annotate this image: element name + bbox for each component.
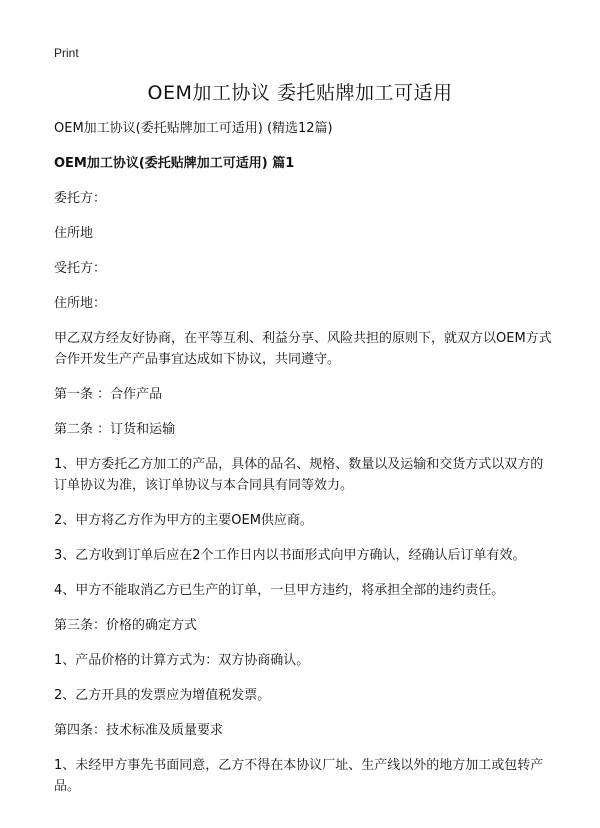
print-link[interactable]: Print <box>54 46 79 60</box>
paragraph: 住所地 <box>54 226 94 241</box>
document-body <box>54 118 554 811</box>
paragraph: 第一条 ：合作产品 <box>54 387 163 402</box>
paragraph: 第三条：价格的确定方式 <box>54 618 198 633</box>
paragraph: 1、产品价格的计算方式为：双方协商确认。 <box>54 653 310 668</box>
paragraph: 2、甲方将乙方作为甲方的主要OEM供应商。 <box>54 513 313 528</box>
paragraph: 1、甲方委托乙方加工的产品，具体的品名、规格、数量以及运输和交货方式以双方的订单协议为准，该订单协议与本合同具有同等效力。 <box>54 457 544 493</box>
paragraph: 受托方： <box>54 261 107 276</box>
paragraph: 甲乙双方经友好协商，在平等互利、利益分享、风险共担的原则下，就双方以OEM方式合作开发生产产品事宜达成如下协议，共同遵守。 <box>54 331 552 367</box>
paragraph: 2、乙方开具的发票应为增值税发票。 <box>54 688 271 703</box>
subtitle-paragraph: OEM加工协议(委托贴牌加工可适用) (精选12篇) <box>54 121 333 136</box>
paragraph: 住所地： <box>54 296 107 311</box>
paragraph: 4、甲方不能取消乙方已生产的订单，一旦甲方违约，将承担全部的违约责任。 <box>54 583 505 598</box>
paragraph: 3、乙方收到订单后应在2个工作日内以书面形式向甲方确认，经确认后订单有效。 <box>54 548 526 563</box>
document-title: OEM加工协议 委托贴牌加工可适用 <box>147 82 453 104</box>
paragraph: 1、未经甲方事先书面同意，乙方不得在本协议厂址、生产线以外的地方加工或包转产品。 <box>54 758 544 794</box>
paragraph: 第二条 ：订货和运输 <box>54 422 176 437</box>
paragraph: 第四条：技术标准及质量要求 <box>54 723 224 738</box>
section-heading: OEM加工协议(委托贴牌加工可适用) 篇1 <box>54 156 295 171</box>
paragraph: 委托方： <box>54 191 107 206</box>
